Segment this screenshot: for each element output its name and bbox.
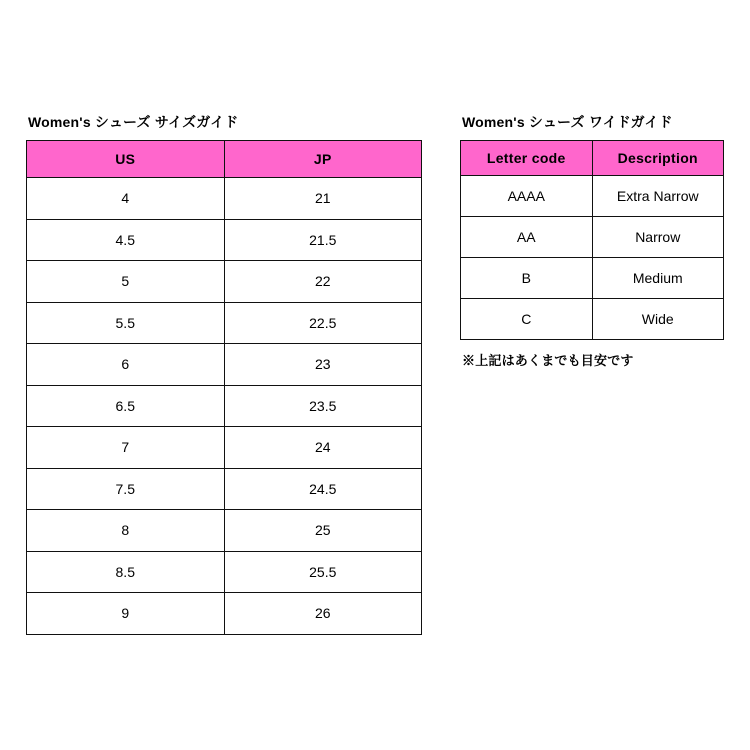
table-row: [461, 176, 724, 217]
cell-us: 7: [27, 427, 225, 469]
cell-jp: 24: [224, 427, 422, 469]
table-row: [27, 510, 422, 552]
cell-description: Narrow: [592, 217, 724, 258]
cell-jp: 22.5: [224, 302, 422, 344]
table-row: [27, 427, 422, 469]
column-header-letter-code: Letter code: [461, 141, 593, 176]
column-header-us: US: [27, 141, 225, 178]
cell-jp: 25: [224, 510, 422, 552]
table-row: [27, 385, 422, 427]
cell-jp: 22: [224, 261, 422, 303]
cell-us: 5.5: [27, 302, 225, 344]
table-row: [27, 593, 422, 635]
cell-letter-code: B: [461, 258, 593, 299]
cell-description: Wide: [592, 299, 724, 340]
width-guide-note: ※上記はあくまでも目安です: [462, 353, 634, 368]
cell-jp: 25.5: [224, 551, 422, 593]
cell-us: 6: [27, 344, 225, 386]
table-row: [27, 468, 422, 510]
cell-us: 6.5: [27, 385, 225, 427]
cell-us: 4.5: [27, 219, 225, 261]
size-guide-table: [26, 140, 422, 635]
cell-jp: 23.5: [224, 385, 422, 427]
table-row: [27, 302, 422, 344]
cell-jp: 21.5: [224, 219, 422, 261]
table-header-row: [461, 141, 724, 176]
column-header-description: Description: [592, 141, 724, 176]
width-guide-title: Women's シューズ ワイドガイド: [462, 114, 673, 130]
cell-description: Medium: [592, 258, 724, 299]
cell-jp: 21: [224, 178, 422, 220]
cell-description: Extra Narrow: [592, 176, 724, 217]
cell-jp: 26: [224, 593, 422, 635]
cell-us: 4: [27, 178, 225, 220]
size-guide-block: [26, 112, 422, 635]
width-guide-table: [460, 140, 724, 340]
table-row: [27, 178, 422, 220]
cell-letter-code: C: [461, 299, 593, 340]
cell-us: 5: [27, 261, 225, 303]
cell-letter-code: AA: [461, 217, 593, 258]
cell-jp: 23: [224, 344, 422, 386]
cell-jp: 24.5: [224, 468, 422, 510]
table-row: [27, 219, 422, 261]
table-row: [461, 258, 724, 299]
cell-us: 8.5: [27, 551, 225, 593]
cell-us: 7.5: [27, 468, 225, 510]
table-row: [27, 344, 422, 386]
table-row: [461, 299, 724, 340]
cell-us: 9: [27, 593, 225, 635]
table-row: [27, 551, 422, 593]
table-row: [27, 261, 422, 303]
cell-letter-code: AAAA: [461, 176, 593, 217]
column-header-jp: JP: [224, 141, 422, 178]
table-header-row: [27, 141, 422, 178]
size-guide-title: Women's シューズ サイズガイド: [28, 114, 239, 130]
width-guide-block: [460, 112, 724, 369]
cell-us: 8: [27, 510, 225, 552]
table-row: [461, 217, 724, 258]
